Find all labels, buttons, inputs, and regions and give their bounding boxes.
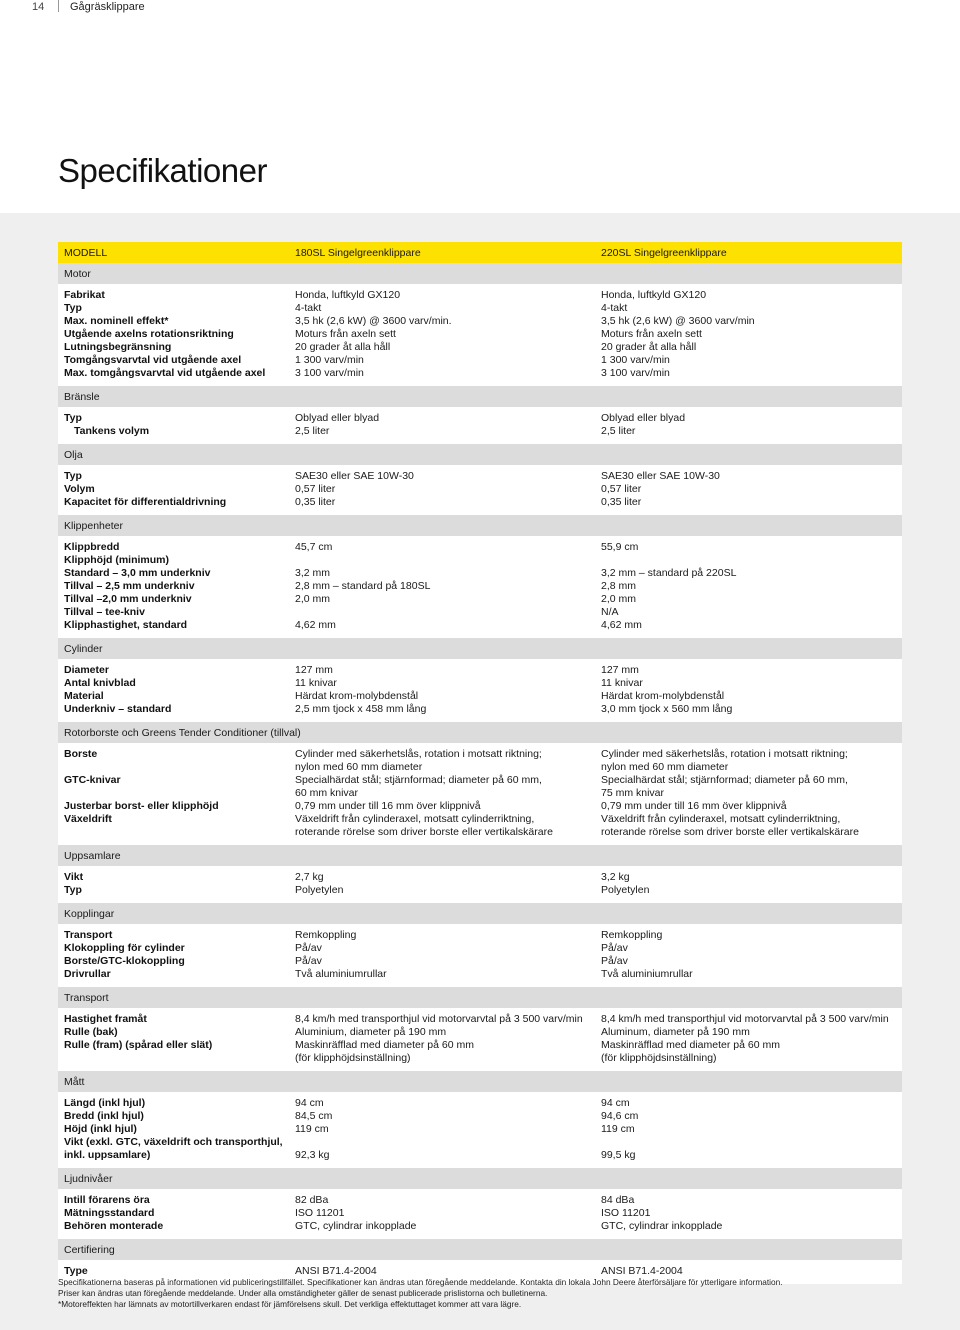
spec-value-220sl: 3,5 hk (2,6 kW) @ 3600 varv/min [601,315,755,327]
spec-label: Max. nominell effekt* [64,315,169,327]
spec-value-220sl: På/av [601,942,628,954]
spec-value-180sl: 45,7 cm [295,541,333,553]
spec-sections [58,263,902,1284]
spec-value-180sl: 127 mm [295,664,333,676]
spec-value-220sl: SAE30 eller SAE 10W-30 [601,470,720,482]
spec-value-180sl: 2,0 mm [295,593,331,605]
section-body [58,924,902,987]
spec-label: Tillval –2,0 mm underkniv [64,593,192,605]
section-title: Olja [64,449,83,461]
footnote: *Motoreffekten har lämnats av motortillverkaren endast för jämförelsens skull. Det verkliga effektuttaget kommer att vara lägre. [58,1299,522,1309]
spec-row [58,748,902,774]
spec-label: Klipphastighet, standard [64,619,188,631]
spec-row [58,412,902,425]
section-heading [58,987,902,1008]
spec-value-220sl: 8,4 km/h med transporthjul vid motorvarvtal på 3 500 varv/min [601,1013,889,1025]
spec-label: Underkniv – standard [64,703,172,715]
spec-row [58,884,902,897]
spec-value-180sl: 1 300 varv/min [295,354,364,366]
spec-row [58,703,902,716]
spec-value-220sl: 119 cm [601,1123,635,1135]
spec-row [58,774,902,800]
spec-label: Intill förarens öra [64,1194,150,1206]
section-body [58,1092,902,1168]
page-title: Specifikationer [58,152,267,189]
footnotes [58,1277,918,1310]
page-number: 14 [32,1,45,13]
spec-label: Borste [64,748,98,760]
spec-value-180sl: 119 cm [295,1123,329,1135]
spec-value-220sl: 84 dBa [601,1194,635,1206]
spec-row [58,1013,902,1026]
section-heading [58,515,902,536]
spec-value-180sl: 84,5 cm [295,1110,333,1122]
spec-label: Tankens volym [74,425,150,437]
spec-value-180sl: Cylinder med säkerhetslås, rotation i motsatt riktning; nylon med 60 mm diameter [295,748,542,773]
spec-label: GTC-knivar [64,774,121,786]
spec-value-220sl: Maskinräfflad med diameter på 60 mm (för klipphöjdsinställning) [601,1039,780,1064]
section-heading [58,638,902,659]
spec-row [58,315,902,328]
spec-label: Klippbredd [64,541,120,553]
spec-label: Växeldrift [64,813,112,825]
spec-label: Typ [64,884,82,896]
spec-row [58,496,902,509]
spec-label: Fabrikat [64,289,105,301]
spec-label: Bredd (inkl hjul) [64,1110,144,1122]
spec-value-180sl: 2,5 mm tjock x 458 mm lång [295,703,427,715]
spec-value-180sl: Aluminium, diameter på 190 mm [295,1026,447,1038]
spec-row [58,341,902,354]
spec-value-220sl: Polyetylen [601,884,650,896]
spec-label: Mätningsstandard [64,1207,155,1219]
spec-label: Drivrullar [64,968,111,980]
spec-value-180sl: 0,35 liter [295,496,336,508]
spec-value-180sl: 20 grader åt alla håll [295,341,391,353]
spec-value-180sl: 2,8 mm – standard på 180SL [295,580,431,592]
spec-row [58,541,902,554]
spec-value-220sl: 20 grader åt alla håll [601,341,697,353]
spec-value-180sl: 4-takt [295,302,322,314]
spec-value-180sl: Växeldrift från cylinderaxel, motsatt cylinderriktning, roterande rörelse som driver borste eller vertikalskärare [295,813,553,838]
section-heading [58,903,902,924]
spec-label: Borste/GTC-klokoppling [64,955,185,967]
spec-label: Max. tomgångsvarvtal vid utgående axel [64,367,266,379]
spec-value-180sl: 8,4 km/h med transporthjul vid motorvarvtal på 3 500 varv/min [295,1013,583,1025]
spec-value-180sl: Två aluminiumrullar [295,968,387,980]
model-180sl-header: 180SL Singelgreenklippare [295,247,421,259]
page-header [0,0,960,213]
section-heading [58,845,902,866]
spec-label: Standard – 3,0 mm underkniv [64,567,211,579]
section-body [58,866,902,903]
spec-row [58,289,902,302]
spec-value-220sl: 2,5 liter [601,425,636,437]
spec-value-180sl: 11 knivar [295,677,337,689]
spec-value-220sl: Specialhärdat stål; stjärnformad; diameter på 60 mm, 75 mm knivar [601,774,848,799]
spec-label: Klipphöjd (minimum) [64,554,169,566]
section-body [58,1189,902,1239]
spec-label: Typ [64,470,82,482]
spec-value-180sl: Maskinräfflad med diameter på 60 mm (för klipphöjdsinställning) [295,1039,474,1064]
section-heading [58,1168,902,1189]
spec-label: Utgående axelns rotationsriktning [64,328,234,340]
spec-label: Volym [64,483,95,495]
spec-label: Rulle (bak) [64,1026,118,1038]
spec-label: Vikt (exkl. GTC, växeldrift och transporthjul, inkl. uppsamlare) [64,1136,283,1161]
spec-row [58,942,902,955]
section-heading [58,722,902,743]
section-title: Cylinder [64,643,103,655]
spec-table-header [58,242,902,263]
spec-row [58,593,902,606]
spec-value-220sl: 11 knivar [601,677,643,689]
spec-value-220sl: 1 300 varv/min [601,354,670,366]
section-heading [58,1071,902,1092]
spec-value-220sl: 0,35 liter [601,496,642,508]
spec-value-180sl: 3,2 mm [295,567,331,579]
spec-value-220sl: Remkoppling [601,929,663,941]
section-title: Ljudnivåer [64,1173,113,1185]
spec-row [58,1039,902,1065]
section-body [58,743,902,845]
section-title: Mått [64,1076,85,1088]
spec-value-220sl: Aluminum, diameter på 190 mm [601,1026,750,1038]
spec-row [58,690,902,703]
spec-value-180sl: 82 dBa [295,1194,329,1206]
spec-row [58,1136,902,1162]
spec-value-180sl: 0,57 liter [295,483,336,495]
spec-value-220sl: 3 100 varv/min [601,367,670,379]
spec-value-220sl: N/A [601,606,619,618]
spec-label: Hastighet framåt [64,1013,147,1025]
model-header-label: MODELL [64,247,108,259]
section-title: Rotorborste och Greens Tender Conditioner (tillval) [64,727,301,739]
section-title: Klippenheter [64,520,123,532]
spec-row [58,554,902,567]
spec-row [58,871,902,884]
spec-value-220sl: 2,8 mm [601,580,637,592]
section-heading [58,1239,902,1260]
spec-value-220sl: GTC, cylindrar inkopplade [601,1220,723,1232]
model-220sl-header: 220SL Singelgreenklippare [601,247,727,259]
running-title: Gågräsklippare [70,1,145,13]
spec-value-220sl: 3,2 kg [601,871,630,883]
spec-label: Typ [64,302,82,314]
spec-value-220sl: ISO 11201 [601,1207,651,1219]
section-title: Uppsamlare [64,850,121,862]
spec-label: Tillval – 2,5 mm underkniv [64,580,195,592]
spec-row [58,929,902,942]
spec-row [58,1110,902,1123]
spec-value-180sl: Moturs från axeln sett [295,328,396,340]
spec-value-180sl: 2,7 kg [295,871,324,883]
spec-label: Klokoppling för cylinder [64,942,185,954]
spec-label: Längd (inkl hjul) [64,1097,146,1109]
spec-value-220sl: Moturs från axeln sett [601,328,702,340]
spec-row [58,1194,902,1207]
spec-row [58,968,902,981]
spec-label: Type [64,1265,88,1277]
spec-value-180sl: 3,5 hk (2,6 kW) @ 3600 varv/min. [295,315,452,327]
spec-value-180sl: Remkoppling [295,929,357,941]
spec-row [58,302,902,315]
section-title: Bränsle [64,391,100,403]
spec-value-180sl: Polyetylen [295,884,344,896]
spec-value-220sl: 0,57 liter [601,483,642,495]
spec-label: Diameter [64,664,109,676]
footnote: Specifikationerna baseras på informationen vid publiceringstillfället. Specifikationer kan ändras utan föregående meddelande. Kontakta din lokala John Deere återförsäljare för ytterligare information. [58,1277,783,1287]
spec-row [58,677,902,690]
spec-value-220sl: 2,0 mm [601,593,637,605]
spec-label: Justerbar borst- eller klipphöjd [64,800,219,812]
spec-value-220sl: 99,5 kg [601,1149,636,1161]
spec-row [58,813,902,839]
spec-value-180sl: SAE30 eller SAE 10W-30 [295,470,414,482]
section-title: Transport [64,992,109,1004]
section-body [58,1008,902,1071]
section-title: Certifiering [64,1244,115,1256]
spec-value-220sl: Två aluminiumrullar [601,968,693,980]
spec-value-220sl: ANSI B71.4-2004 [601,1265,683,1277]
section-title: Motor [64,268,91,280]
spec-label: Typ [64,412,82,424]
section-heading [58,263,902,284]
spec-value-220sl: Härdat krom-molybdenstål [601,690,725,702]
spec-value-180sl: ANSI B71.4-2004 [295,1265,377,1277]
spec-label: Tomgångsvarvtal vid utgående axel [64,354,242,366]
spec-row [58,567,902,580]
spec-table [58,242,902,1284]
spec-label: Kapacitet för differentialdrivning [64,496,227,508]
spec-value-220sl: 3,2 mm – standard på 220SL [601,567,737,579]
spec-row [58,470,902,483]
spec-value-220sl: Växeldrift från cylinderaxel, motsatt cylinderriktning, roterande rörelse som driver borste eller vertikalskärare [601,813,859,838]
spec-row [58,328,902,341]
section-title: Kopplingar [64,908,115,920]
spec-value-220sl: 3,0 mm tjock x 560 mm lång [601,703,733,715]
spec-value-180sl: 0,79 mm under till 16 mm över klippnivå [295,800,481,812]
spec-row [58,425,902,438]
header-divider [58,0,59,12]
spec-value-220sl: 4,62 mm [601,619,642,631]
spec-row [58,483,902,496]
section-heading [58,444,902,465]
spec-value-220sl: 0,79 mm under till 16 mm över klippnivå [601,800,787,812]
spec-value-180sl: ISO 11201 [295,1207,345,1219]
spec-value-220sl: 55,9 cm [601,541,639,553]
spec-row [58,367,902,380]
spec-row [58,1026,902,1039]
spec-label: Behören monterade [64,1220,164,1232]
spec-label: Antal knivblad [64,677,136,689]
spec-value-220sl: På/av [601,955,628,967]
spec-value-180sl: 3 100 varv/min [295,367,364,379]
spec-row [58,1123,902,1136]
spec-label: Rulle (fram) (spårad eller slät) [64,1039,213,1051]
spec-value-180sl: På/av [295,942,322,954]
spec-value-220sl: 94,6 cm [601,1110,639,1122]
spec-value-180sl: 4,62 mm [295,619,336,631]
spec-row [58,1220,902,1233]
section-body [58,465,902,515]
section-body [58,536,902,638]
spec-value-180sl: 2,5 liter [295,425,330,437]
spec-value-220sl: Oblyad eller blyad [601,412,686,424]
spec-value-180sl: Honda, luftkyld GX120 [295,289,401,301]
footnote: Priser kan ändras utan föregående meddelande. Under alla omständigheter gäller de senast publicerade prislistorna och bulletinerna. [58,1288,548,1298]
spec-value-180sl: Oblyad eller blyad [295,412,380,424]
section-body [58,659,902,722]
spec-row [58,354,902,367]
spec-label: Transport [64,929,113,941]
spec-label: Vikt [64,871,84,883]
spec-value-220sl: Honda, luftkyld GX120 [601,289,707,301]
spec-value-220sl: Cylinder med säkerhetslås, rotation i motsatt riktning; nylon med 60 mm diameter [601,748,848,773]
spec-row [58,800,902,813]
section-body [58,284,902,386]
spec-label: Tillval – tee-kniv [64,606,145,618]
spec-value-180sl: 94 cm [295,1097,324,1109]
spec-label: Material [64,690,104,702]
spec-row [58,1207,902,1220]
spec-row [58,1097,902,1110]
spec-label: Höjd (inkl hjul) [64,1123,137,1135]
spec-value-180sl: Specialhärdat stål; stjärnformad; diameter på 60 mm, 60 mm knivar [295,774,542,799]
spec-value-180sl: Härdat krom-molybdenstål [295,690,419,702]
spec-value-220sl: 94 cm [601,1097,630,1109]
section-heading [58,386,902,407]
spec-row [58,619,902,632]
spec-value-220sl: 4-takt [601,302,628,314]
spec-value-180sl: GTC, cylindrar inkopplade [295,1220,417,1232]
spec-row [58,606,902,619]
spec-value-220sl: 127 mm [601,664,639,676]
spec-row [58,664,902,677]
spec-row [58,580,902,593]
spec-row [58,955,902,968]
spec-value-180sl: På/av [295,955,322,967]
spec-value-180sl: 92,3 kg [295,1149,330,1161]
spec-label: Lutningsbegränsning [64,341,172,353]
section-body [58,407,902,444]
